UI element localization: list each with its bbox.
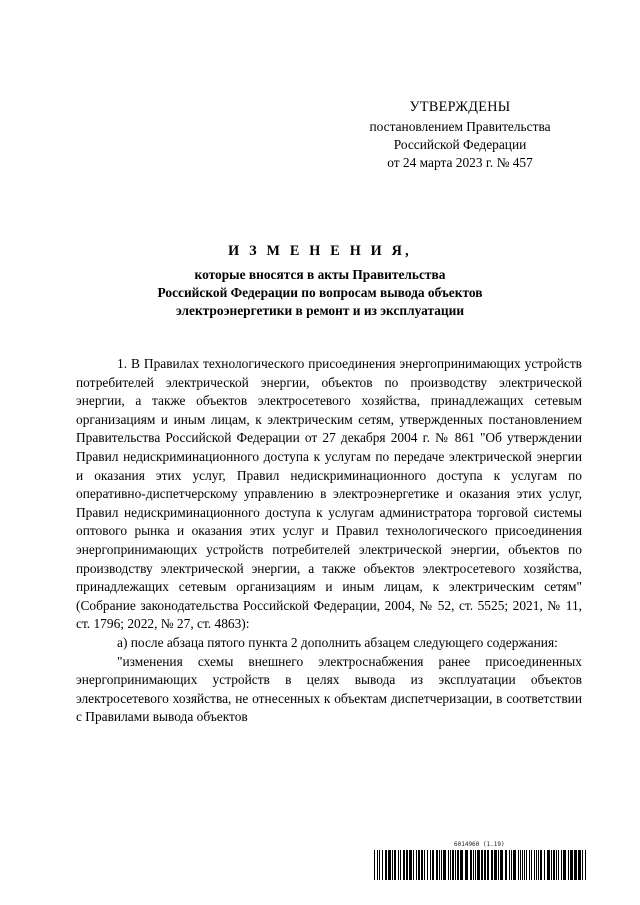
barcode-bar bbox=[513, 850, 516, 880]
barcode-bar bbox=[524, 850, 525, 880]
barcode-bar bbox=[432, 850, 434, 880]
barcode-bar bbox=[585, 850, 586, 880]
barcode-bar bbox=[470, 850, 472, 880]
approval-block bbox=[340, 98, 580, 172]
document-body bbox=[76, 355, 582, 727]
barcode-bar bbox=[570, 850, 573, 880]
barcode-bar bbox=[481, 850, 483, 880]
barcode-bar bbox=[388, 850, 391, 880]
barcode-bar bbox=[427, 850, 428, 880]
barcode-bar bbox=[406, 850, 408, 880]
barcode-bar bbox=[377, 850, 378, 880]
document-subtitle bbox=[0, 266, 640, 320]
barcode-bar bbox=[518, 850, 519, 880]
barcode-bar bbox=[455, 850, 456, 880]
barcode-bar bbox=[551, 850, 552, 880]
barcode-bar bbox=[409, 850, 412, 880]
barcode-bar bbox=[439, 850, 440, 880]
barcode-bar bbox=[416, 850, 417, 880]
barcode-bar bbox=[398, 850, 399, 880]
barcode-bar bbox=[484, 850, 486, 880]
barcode-block bbox=[374, 841, 586, 881]
barcode-bar bbox=[400, 850, 401, 880]
barcode-bar bbox=[505, 850, 507, 880]
barcode-bar bbox=[511, 850, 512, 880]
barcode-bar bbox=[526, 850, 527, 880]
barcode-bar bbox=[578, 850, 581, 880]
barcode-bar bbox=[477, 850, 480, 880]
subtitle-line: Российской Федерации по вопросам вывода объектов bbox=[157, 285, 483, 300]
approval-line: постановлением Правительства bbox=[369, 119, 551, 134]
barcode-bar bbox=[561, 850, 562, 880]
barcode-bar bbox=[538, 850, 539, 880]
barcode-bar bbox=[547, 850, 550, 880]
paragraph-2: а) после абзаца пятого пункта 2 дополнить абзацем следующего содержания: bbox=[117, 634, 558, 650]
barcode-bar bbox=[394, 850, 396, 880]
barcode-bar bbox=[443, 850, 446, 880]
barcode-bar bbox=[556, 850, 557, 880]
barcode-bar bbox=[536, 850, 537, 880]
barcode-bar bbox=[374, 850, 375, 880]
barcode-bar bbox=[413, 850, 414, 880]
barcode-bar bbox=[379, 850, 380, 880]
barcode-bar bbox=[509, 850, 510, 880]
barcode-bar bbox=[430, 850, 431, 880]
barcode-bar bbox=[534, 850, 535, 880]
barcode-bar bbox=[531, 850, 532, 880]
barcode-bar bbox=[568, 850, 569, 880]
barcode-bar bbox=[582, 850, 583, 880]
barcode-bar bbox=[540, 850, 542, 880]
approval-heading: УТВЕРЖДЕНЫ bbox=[409, 99, 511, 115]
barcode-bar bbox=[421, 850, 423, 880]
barcode-bar bbox=[553, 850, 555, 880]
subtitle-line: которые вносятся в акты Правительства bbox=[194, 267, 446, 282]
barcode-bar bbox=[382, 850, 383, 880]
approval-line: Российской Федерации bbox=[393, 137, 527, 152]
barcode-bar bbox=[544, 850, 545, 880]
barcode-bar bbox=[522, 850, 523, 880]
barcode-bar bbox=[436, 850, 438, 880]
barcode-bar bbox=[457, 850, 459, 880]
barcode-bar bbox=[441, 850, 442, 880]
barcode-bar bbox=[385, 850, 387, 880]
barcode-bar bbox=[475, 850, 476, 880]
barcode-bar bbox=[529, 850, 530, 880]
barcode-bar bbox=[491, 850, 493, 880]
barcode-bar bbox=[574, 850, 577, 880]
barcode-bar bbox=[403, 850, 405, 880]
approval-date: от 24 марта 2023 г. № 457 bbox=[387, 155, 533, 170]
barcode-bar bbox=[558, 850, 559, 880]
barcode-bar bbox=[452, 850, 454, 880]
barcode-bar bbox=[424, 850, 425, 880]
barcode-bar bbox=[494, 850, 497, 880]
barcode-bar bbox=[563, 850, 566, 880]
subtitle-line: электроэнергетики в ремонт и из эксплуатации bbox=[175, 303, 465, 318]
barcode-bar bbox=[500, 850, 503, 880]
barcode-bar bbox=[465, 850, 468, 880]
barcode-bar bbox=[520, 850, 521, 880]
barcode-bar bbox=[448, 850, 449, 880]
barcode-bar bbox=[392, 850, 393, 880]
paragraph-3: "изменения схемы внешнего электроснабжения ранее присоединенных энергопринимающих устройств в целях вывода из эксплуатации объектов электросетевого хозяйства, не отнесенных к объектам диспетчеризации, в соответствии с Правилами вывода объектов bbox=[76, 653, 582, 725]
barcode-bar bbox=[450, 850, 451, 880]
barcode-label: 6014960 (1.19) bbox=[454, 841, 505, 848]
barcode-bar bbox=[498, 850, 499, 880]
document-title: И З М Е Н Е Н И Я, bbox=[228, 243, 412, 259]
barcode-bar bbox=[473, 850, 474, 880]
barcode-bar bbox=[418, 850, 420, 880]
paragraph-1: 1. В Правилах технологического присоединения энергопринимающих устройств потребителей электрической энергии, объектов по производству электрической энергии, а также объектов электросетевого хозяйства, принадлежащих сетевым организациям и иным лицам, к электрическим сетям, утвержденных постановлением Правительства Российской Федерации от 27 декабря 2004 г. № 861 "Об утверждении Правил недискриминационного доступа к услугам по передаче электрической энергии и оказания этих услуг, Правил недискриминационного доступа к услугам по оперативно-диспетчерскому управлению в электроэнергетике и оказания этих услуг, Правил недискриминационного доступа к услугам администратора торговой системы оптового рынка и оказания этих услуг и Правил технологического присоединения энергопринимающих устройств потребителей электрической энергии, объектов по производству электрической энергии, а также объектов электросетевого хозяйства, принадлежащих сетевым организациям и иным лицам, к электрическим сетям" (Собрание законодательства Российской Федерации, 2004, № 52, ст. 5525; 2021, № 11, ст. 1796; 2022, № 27, ст. 4863): bbox=[76, 356, 582, 632]
barcode-bar bbox=[460, 850, 463, 880]
barcode-bar bbox=[487, 850, 489, 880]
barcode-image bbox=[374, 850, 586, 880]
